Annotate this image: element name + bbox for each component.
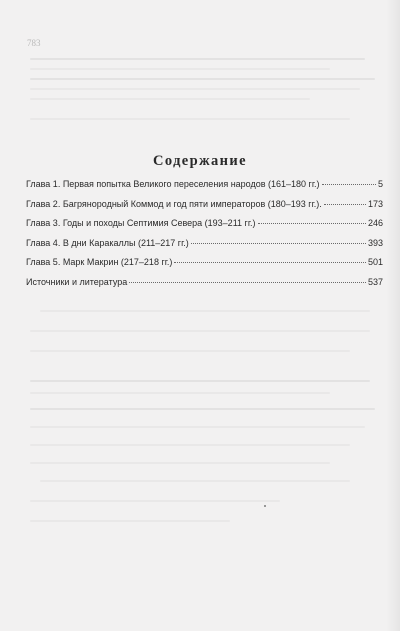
bleed-through-line <box>30 350 350 352</box>
toc-entry-page: 246 <box>367 218 383 228</box>
toc-entry-page: 393 <box>367 237 383 248</box>
bleed-through-line <box>30 444 350 446</box>
toc-entry <box>26 199 383 219</box>
bleed-through-line <box>40 310 370 312</box>
bleed-through-line <box>30 330 370 332</box>
bleed-through-line <box>30 98 310 100</box>
page-edge-shadow <box>386 0 400 631</box>
page-title: Содержание <box>152 152 248 169</box>
bleed-through-line <box>30 118 350 120</box>
toc-dot-leader <box>129 282 366 283</box>
table-of-contents <box>26 179 383 296</box>
bleed-through-line <box>30 88 360 90</box>
page-number: 783 <box>27 38 41 48</box>
print-speck <box>264 505 266 507</box>
toc-entry-title: Глава 3. Годы и походы Септимия Севера (193–211 гг.) <box>26 218 256 228</box>
toc-dot-leader <box>191 243 366 244</box>
toc-entry-title: Источники и литература <box>26 276 128 287</box>
toc-entry-title: Глава 5. Марк Макрин (217–218 гг.) <box>26 257 173 267</box>
bleed-through-line <box>30 520 230 522</box>
bleed-through-line <box>30 500 280 502</box>
toc-entry-title: Глава 4. В дни Каракаллы (211–217 гг.) <box>26 237 189 248</box>
toc-entry-page: 537 <box>367 276 383 287</box>
bleed-through-line <box>30 426 365 428</box>
bleed-through-line <box>30 408 375 410</box>
toc-entry-page: 173 <box>367 198 383 209</box>
toc-dot-leader <box>258 223 366 224</box>
bleed-through-line <box>40 480 350 482</box>
toc-entry-title: Глава 1. Первая попытка Великого переселения народов (161–180 гг.) <box>26 179 320 189</box>
toc-dot-leader <box>174 262 366 263</box>
bleed-through-line <box>30 462 330 464</box>
toc-entry-page: 501 <box>367 257 383 267</box>
toc-dot-leader <box>324 204 366 205</box>
toc-entry <box>26 277 383 297</box>
bleed-through-line <box>30 78 375 80</box>
toc-entry-page: 5 <box>377 179 383 189</box>
bleed-through-line <box>30 392 330 394</box>
toc-entry <box>26 257 383 277</box>
bleed-through-line <box>30 380 370 382</box>
toc-entry-title: Глава 2. Багрянородный Коммод и год пяти императоров (180–193 гг.). <box>26 198 322 209</box>
toc-entry <box>26 218 383 238</box>
toc-dot-leader <box>322 184 376 185</box>
bleed-through-line <box>30 68 330 70</box>
toc-entry <box>26 179 383 199</box>
toc-entry <box>26 238 383 258</box>
bleed-through-line <box>30 58 365 60</box>
